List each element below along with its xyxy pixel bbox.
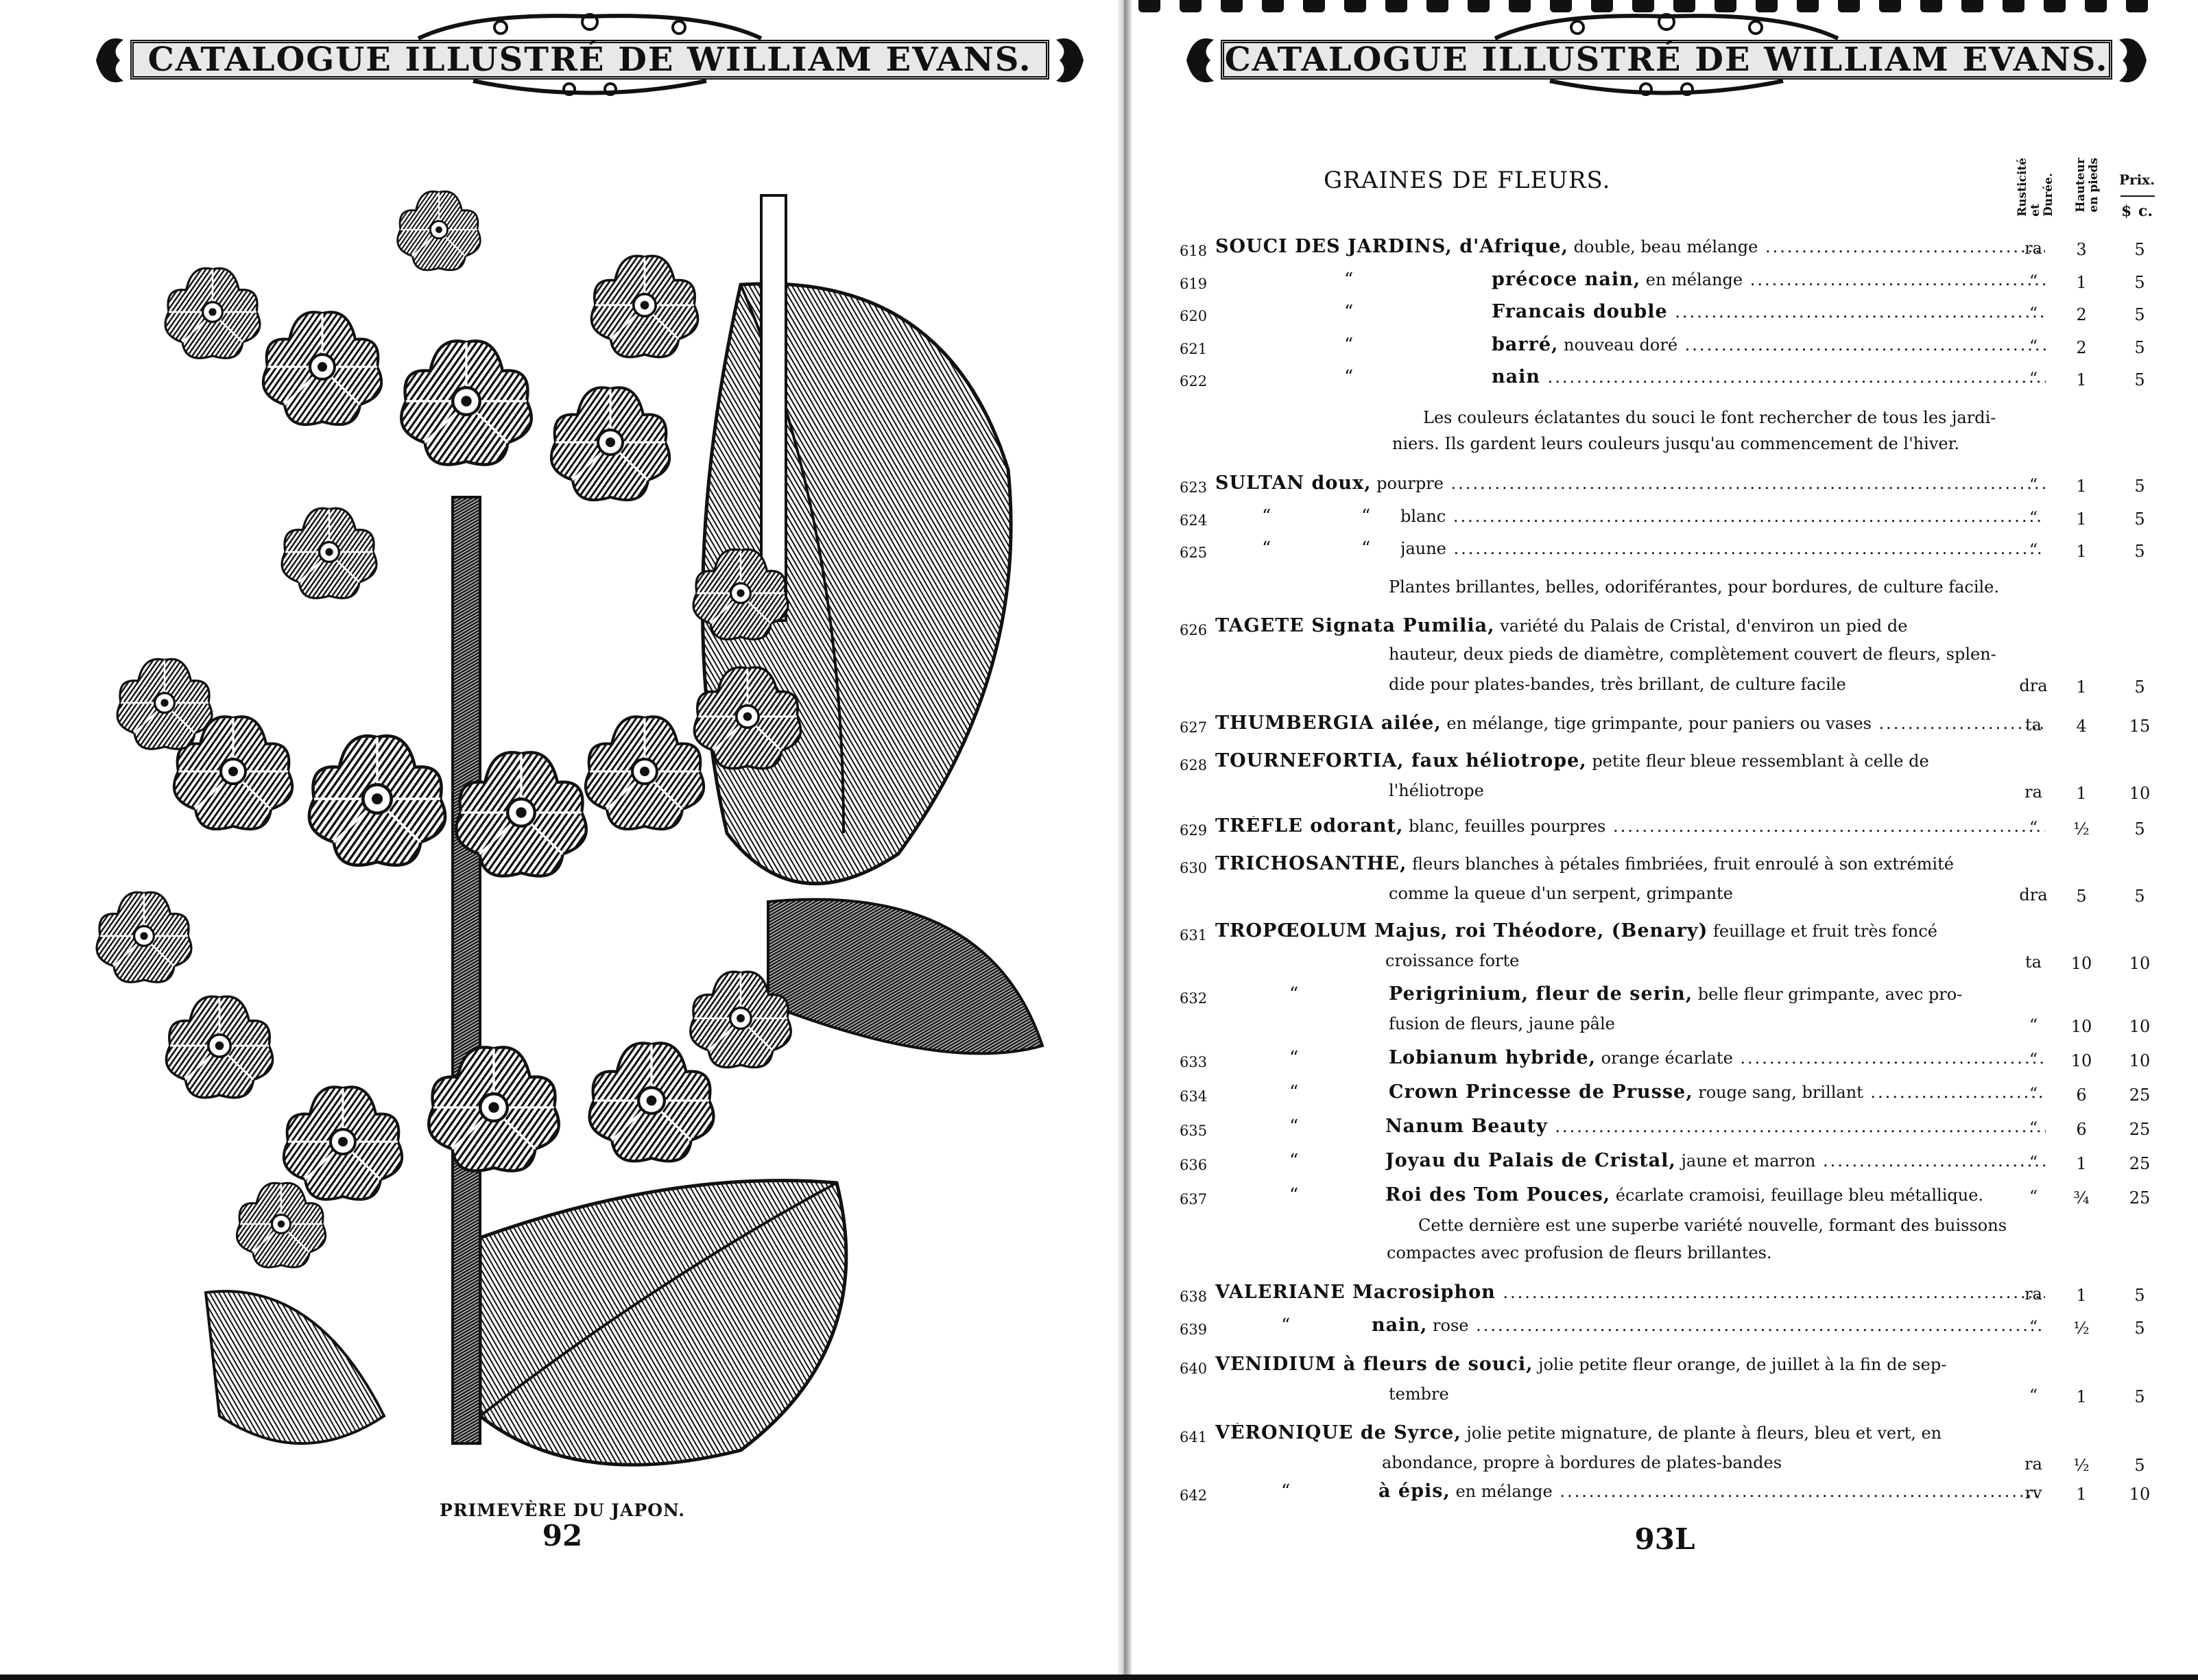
entry-name: TRICHOSANTHE,: [1215, 854, 1407, 874]
entry-prix: 10: [2129, 1485, 2151, 1504]
entry-continuation: l'héliotrope: [1389, 781, 1484, 800]
entry-name: VALERIANE Macrosiphon: [1215, 1282, 1496, 1303]
entry-hauteur: 4: [2076, 717, 2087, 736]
entry-number: 632: [1180, 990, 1208, 1007]
catalog-entry: [1180, 269, 2160, 300]
col-header-rusticite: Rusticité et Durée.: [2016, 158, 2055, 217]
primrose-illustration: [55, 113, 1070, 1491]
header-banner-text: CATALOGUE ILLUSTRÉ DE WILLIAM EVANS.: [147, 40, 1032, 79]
entry-prix: 5: [2134, 819, 2145, 839]
entry-name: nain: [1492, 367, 1541, 387]
entry-prix: 25: [2129, 1154, 2151, 1173]
entry-text: jaune .....: [1400, 539, 2045, 558]
catalog-entry-continued: [1180, 1384, 2160, 1414]
entry-number: 628: [1180, 757, 1208, 773]
entry-text: blanc .....: [1400, 507, 2045, 526]
entry-name: TROPŒOLUM Majus, roi Théodore, (Benary): [1215, 921, 1708, 941]
entry-rusticite: “: [2029, 475, 2038, 494]
entry-text: double, beau mélange .....: [1568, 237, 2045, 256]
right-header-banner: [1221, 40, 2112, 80]
entry-description: [1385, 1185, 2046, 1208]
entry-description: [1400, 538, 2045, 562]
entry-hauteur: 1: [2076, 1485, 2087, 1504]
entry-rusticite: ra: [2024, 239, 2042, 258]
entry-prix: 5: [2134, 240, 2145, 259]
col-header-prix: Prix.: [2119, 171, 2155, 188]
entry-name: TRÈFLE odorant,: [1215, 816, 1404, 837]
catalog-entry: [1180, 237, 2160, 267]
catalog-entry: [1180, 1315, 2160, 1345]
entry-text: pourpre .....: [1372, 474, 2046, 493]
entry-name: Perigrinium, fleur de serin,: [1389, 984, 1693, 1005]
entry-description: [1492, 269, 2046, 293]
entry-hauteur: 1: [2076, 1154, 2087, 1173]
entry-number: 629: [1180, 822, 1208, 839]
entry-hauteur: 1: [2076, 542, 2087, 561]
entry-note: Cette dernière est une superbe variété nouvelle, formant des buissons: [1418, 1216, 2007, 1235]
entry-description: [1385, 1151, 2046, 1174]
entry-description: [1215, 1282, 2045, 1306]
entry-number: 626: [1180, 622, 1208, 638]
entry-prix: 5: [2134, 677, 2145, 697]
entry-hauteur: 2: [2076, 338, 2087, 357]
entry-description: [1389, 1082, 2046, 1105]
left-page-number: 92: [542, 1519, 583, 1552]
entry-text: [1496, 1283, 2045, 1302]
entry-name: Lobianum hybride,: [1389, 1048, 1596, 1068]
entry-prix: 5: [2134, 887, 2145, 906]
entry-text: [1668, 302, 2046, 322]
entry-number: 640: [1180, 1360, 1208, 1377]
entry-hauteur: ½: [2073, 1319, 2090, 1338]
entry-description: [1389, 984, 2116, 1007]
entry-continuation: dide pour plates-bandes, très brillant, de culture facile: [1389, 675, 1846, 694]
entry-number: 625: [1180, 544, 1208, 561]
entry-hauteur: 1: [2076, 784, 2087, 803]
catalog-entry: [1180, 713, 2160, 743]
entry-rusticite: “: [2029, 540, 2038, 560]
entry-text: feuillage et fruit très foncé: [1708, 922, 1937, 941]
entry-rusticite: “: [2029, 272, 2038, 291]
entry-rusticite: “: [2029, 304, 2038, 323]
entry-continuation: hauteur, deux pieds de diamètre, complètement couvert de fleurs, splen-: [1389, 645, 1996, 664]
entry-hauteur: 10: [2070, 1017, 2092, 1036]
entry-description: [1492, 367, 2046, 390]
entry-text: [1548, 1117, 2046, 1136]
entry-description: [1215, 1423, 2155, 1446]
entry-name: Francais double: [1492, 302, 1668, 322]
entry-name: barré,: [1492, 335, 1559, 355]
entry-number: 638: [1180, 1288, 1208, 1305]
catalog-entry: [1180, 1423, 2160, 1453]
ditto-mark: “: [1289, 984, 1299, 1005]
entry-rusticite: rv: [2024, 1483, 2042, 1502]
entry-description: [1372, 1315, 2046, 1339]
entry-prix: 10: [2129, 1051, 2151, 1070]
binding-spiral: [1138, 0, 2167, 12]
catalog-entry-continued: [1180, 883, 2160, 913]
ditto-mark: “: [1281, 1481, 1291, 1502]
entry-prix: 25: [2129, 1085, 2151, 1105]
entry-hauteur: 1: [2076, 677, 2087, 697]
entry-prix: 5: [2134, 1286, 2145, 1305]
ditto-mark: “: [1289, 1082, 1299, 1103]
entry-text: jolie petite fleur orange, de juillet à la fin de sep-: [1533, 1355, 1947, 1374]
entry-description: [1385, 1116, 2046, 1140]
entry-hauteur: 6: [2076, 1120, 2087, 1139]
entry-hauteur: 3: [2076, 240, 2087, 259]
entry-number: 621: [1180, 341, 1208, 357]
entry-description: [1215, 751, 2155, 774]
entry-description: [1400, 506, 2045, 529]
entry-rusticite: “: [2029, 818, 2038, 837]
ditto-mark: “: [1344, 269, 1354, 290]
catalog-entry: [1180, 1282, 2160, 1312]
catalog-entry-continued: [1180, 780, 2160, 811]
ditto-mark: “: [1361, 506, 1371, 527]
entry-number: 631: [1180, 927, 1208, 944]
entry-note: Les couleurs éclatantes du souci le font rechercher de tous les jardi-: [1423, 408, 1996, 427]
ditto-mark: “: [1262, 538, 1271, 559]
right-page-number: 93L: [1634, 1522, 1695, 1556]
entry-name: SULTAN doux,: [1215, 473, 1372, 494]
entry-number: 618: [1180, 243, 1208, 259]
illustration-caption: PRIMEVÈRE DU JAPON.: [440, 1500, 685, 1520]
entry-text: en mélange .....: [1450, 1482, 2040, 1501]
entry-prix: 5: [2134, 1456, 2145, 1475]
entry-text: rouge sang, brillant .....: [1693, 1083, 2046, 1102]
entry-hauteur: 1: [2076, 273, 2087, 292]
header-banner: [130, 40, 1049, 80]
entry-rusticite: “: [2029, 1050, 2038, 1069]
entry-description: [1492, 302, 2046, 325]
entry-hauteur: 6: [2076, 1085, 2087, 1105]
entry-name: TAGETE Signata Pumilia,: [1215, 616, 1495, 636]
entry-rusticite: dra: [2019, 676, 2048, 695]
entry-text: fleurs blanches à pétales fimbriées, fruit enroulé à son extrémité: [1407, 854, 1954, 874]
entry-text: petite fleur bleue ressemblant à celle de: [1586, 752, 1929, 771]
entry-note: compactes avec profusion de fleurs brillantes.: [1387, 1243, 1772, 1262]
entry-description: [1215, 473, 2045, 496]
entry-rusticite: ra: [2024, 1454, 2042, 1474]
entry-continuation: comme la queue d'un serpent, grimpante: [1389, 884, 1733, 903]
entry-description: [1215, 237, 2045, 260]
entry-name: Crown Princesse de Prusse,: [1389, 1082, 1693, 1103]
entry-name: précoce nain,: [1492, 269, 1641, 290]
entry-description: [1215, 816, 2045, 839]
entry-number: 623: [1180, 479, 1208, 496]
entry-continuation: croissance forte: [1385, 951, 1520, 970]
entry-rusticite: “: [2029, 1118, 2038, 1138]
entry-text: écarlate cramoisi, feuillage bleu métallique.: [1610, 1186, 1984, 1205]
entry-rusticite: “: [2029, 1153, 2038, 1172]
catalog-entry: [1180, 816, 2160, 846]
catalog-entry: [1180, 473, 2160, 503]
catalog-entry: [1180, 616, 2160, 646]
entry-hauteur: 1: [2076, 370, 2087, 389]
ditto-mark: “: [1344, 335, 1354, 355]
entry-number: 639: [1180, 1321, 1208, 1338]
entry-text: orange écarlate .....: [1596, 1048, 2046, 1068]
catalog-entry: [1180, 367, 2160, 397]
catalog-entry: [1180, 854, 2160, 884]
catalog-entry: [1180, 1481, 2160, 1511]
entry-prix: 5: [2134, 338, 2145, 357]
catalog-entry: [1180, 1354, 2160, 1384]
catalog-entry-continued: [1180, 950, 2160, 981]
entry-rusticite: ta: [2025, 715, 2042, 734]
entry-number: 619: [1180, 276, 1208, 292]
catalog-entry-continued: [1180, 1013, 2160, 1044]
entry-number: 637: [1180, 1191, 1208, 1208]
entry-number: 642: [1180, 1487, 1208, 1504]
col-header-dollar: $: [2121, 202, 2132, 220]
right-header-ornament: [1180, 12, 2153, 101]
catalog-entry: [1180, 1116, 2160, 1147]
left-header-ornament: [89, 12, 1090, 101]
entry-hauteur: ½: [2073, 1456, 2090, 1475]
entry-rusticite: “: [2029, 508, 2038, 527]
entry-text: jaune et marron .....: [1676, 1151, 2046, 1171]
entry-number: 624: [1180, 512, 1208, 529]
entry-name: VÉRONIQUE de Syrce,: [1215, 1423, 1461, 1443]
entry-prix: 5: [2134, 542, 2145, 561]
entry-note: niers. Ils gardent leurs couleurs jusqu'au commencement de l'hiver.: [1392, 434, 1960, 453]
right-header-banner-text: CATALOGUE ILLUSTRÉ DE WILLIAM EVANS.: [1224, 40, 2109, 79]
entry-description: [1378, 1481, 2040, 1504]
section-title: GRAINES DE FLEURS.: [1324, 167, 1611, 194]
entry-hauteur: ½: [2073, 819, 2090, 839]
entry-text: en mélange, tige grimpante, pour paniers ou vases .....: [1442, 714, 2045, 733]
entry-rusticite: “: [2029, 1187, 2038, 1206]
entry-name: THUMBERGIA ailée,: [1215, 713, 1442, 734]
entry-number: 635: [1180, 1123, 1208, 1139]
entry-hauteur: 10: [2070, 1051, 2092, 1070]
ditto-mark: “: [1344, 367, 1354, 387]
entry-continuation: abondance, propre à bordures de plates-bandes: [1382, 1453, 1782, 1472]
entry-number: 620: [1180, 308, 1208, 324]
entry-prix: 15: [2129, 717, 2151, 736]
entry-text: blanc, feuilles pourpres .....: [1403, 817, 2045, 836]
entry-prix: 25: [2129, 1188, 2151, 1208]
catalog-entry: [1180, 506, 2160, 536]
entry-description: [1492, 335, 2046, 358]
prix-divider: [2121, 195, 2155, 197]
catalog-entry-continued: [1180, 1452, 2160, 1483]
entry-description: [1215, 854, 2155, 877]
entry-rusticite: ra: [2024, 782, 2042, 802]
entry-number: 633: [1180, 1054, 1208, 1070]
entry-number: 636: [1180, 1157, 1208, 1173]
entry-rusticite: ra: [2024, 1284, 2042, 1304]
catalog-entry: [1180, 751, 2160, 781]
entry-prix: 10: [2129, 784, 2151, 803]
entry-rusticite: “: [2029, 337, 2038, 356]
entry-hauteur: 1: [2076, 509, 2087, 529]
ditto-mark: “: [1281, 1315, 1291, 1336]
ditto-mark: “: [1289, 1185, 1299, 1205]
entry-rusticite: ta: [2025, 952, 2042, 972]
entry-text: nouveau doré .....: [1558, 335, 2046, 355]
entry-prix: 25: [2129, 1120, 2151, 1139]
entry-continuation: tembre: [1389, 1384, 1449, 1404]
entry-name: à épis,: [1378, 1481, 1450, 1502]
catalog-entry-continued: [1180, 674, 2160, 704]
entry-prix: 10: [2129, 1017, 2151, 1036]
entry-description: [1389, 1048, 2046, 1071]
entry-prix: 5: [2134, 477, 2145, 496]
entry-name: Roi des Tom Pouces,: [1385, 1185, 1611, 1205]
entry-rusticite: “: [2029, 1317, 2038, 1336]
entry-description: [1215, 1354, 2155, 1378]
entry-text: [1540, 368, 2046, 387]
entry-prix: 10: [2129, 954, 2151, 973]
entry-text: variété du Palais de Cristal, d'environ un pied de: [1494, 616, 1908, 636]
catalog-entry: [1180, 921, 2160, 951]
entry-prix: 5: [2134, 1319, 2145, 1338]
entry-prix: 5: [2134, 1387, 2145, 1406]
col-header-hauteur: Hauteur en pieds: [2074, 158, 2101, 213]
ditto-mark: “: [1289, 1116, 1299, 1137]
entry-hauteur: 5: [2076, 887, 2087, 906]
catalog-entry: [1180, 1082, 2160, 1112]
entry-name: VENIDIUM à fleurs de souci,: [1215, 1354, 1533, 1375]
col-header-cents: c.: [2138, 202, 2153, 220]
entry-hauteur: 2: [2076, 305, 2087, 324]
ditto-mark: “: [1344, 302, 1354, 322]
catalog-entry: [1180, 335, 2160, 365]
entry-rusticite: “: [2029, 369, 2038, 388]
entry-continuation: fusion de fleurs, jaune pâle: [1389, 1014, 1615, 1033]
entry-hauteur: 10: [2070, 954, 2092, 973]
entry-note: Plantes brillantes, belles, odoriférantes, pour bordures, de culture facile.: [1389, 577, 2000, 597]
catalog-entry: [1180, 538, 2160, 568]
entry-rusticite: “: [2029, 1084, 2038, 1103]
catalog-entry: [1180, 984, 2160, 1014]
entry-prix: 5: [2134, 273, 2145, 292]
entry-description: [1215, 713, 2045, 736]
catalog-entry: [1180, 1185, 2160, 1215]
entry-name: nain,: [1372, 1315, 1428, 1336]
entry-description: [1215, 921, 2155, 944]
entry-text: rose .....: [1427, 1316, 2046, 1335]
entry-text: jolie petite mignature, de plante à fleurs, bleu et vert, en: [1461, 1424, 1942, 1443]
entry-name: TOURNEFORTIA, faux héliotrope,: [1215, 751, 1587, 771]
entry-number: 622: [1180, 373, 1208, 389]
ditto-mark: “: [1289, 1151, 1299, 1171]
entry-number: 627: [1180, 719, 1208, 736]
ditto-mark: “: [1289, 1048, 1299, 1068]
entry-hauteur: 1: [2076, 1286, 2087, 1305]
catalog-entry: [1180, 1048, 2160, 1078]
entry-number: 634: [1180, 1088, 1208, 1105]
entry-rusticite: “: [2029, 1386, 2038, 1405]
entry-hauteur: 1: [2076, 1387, 2087, 1406]
entry-prix: 5: [2134, 509, 2145, 529]
entry-rusticite: dra: [2019, 885, 2048, 904]
catalog-entry: [1180, 1151, 2160, 1181]
page-bottom-edge: [0, 1675, 2198, 1680]
entry-number: 641: [1180, 1429, 1208, 1445]
entry-hauteur: ¾: [2073, 1188, 2090, 1208]
entry-description: [1215, 616, 2155, 639]
entry-prix: 5: [2134, 370, 2145, 389]
entry-text: belle fleur grimpante, avec pro-: [1693, 985, 1963, 1004]
catalog-entry: [1180, 302, 2160, 332]
entry-number: 630: [1180, 860, 1208, 876]
ditto-mark: “: [1361, 538, 1371, 559]
ditto-mark: “: [1262, 506, 1271, 527]
entry-name: Nanum Beauty: [1385, 1116, 1548, 1137]
entry-name: Joyau du Palais de Cristal,: [1385, 1151, 1676, 1171]
entry-hauteur: 1: [2076, 477, 2087, 496]
entry-name: SOUCI DES JARDINS, d'Afrique,: [1215, 237, 1568, 257]
entry-text: en mélange .....: [1640, 270, 2046, 289]
entry-rusticite: “: [2029, 1016, 2038, 1035]
entry-prix: 5: [2134, 305, 2145, 324]
